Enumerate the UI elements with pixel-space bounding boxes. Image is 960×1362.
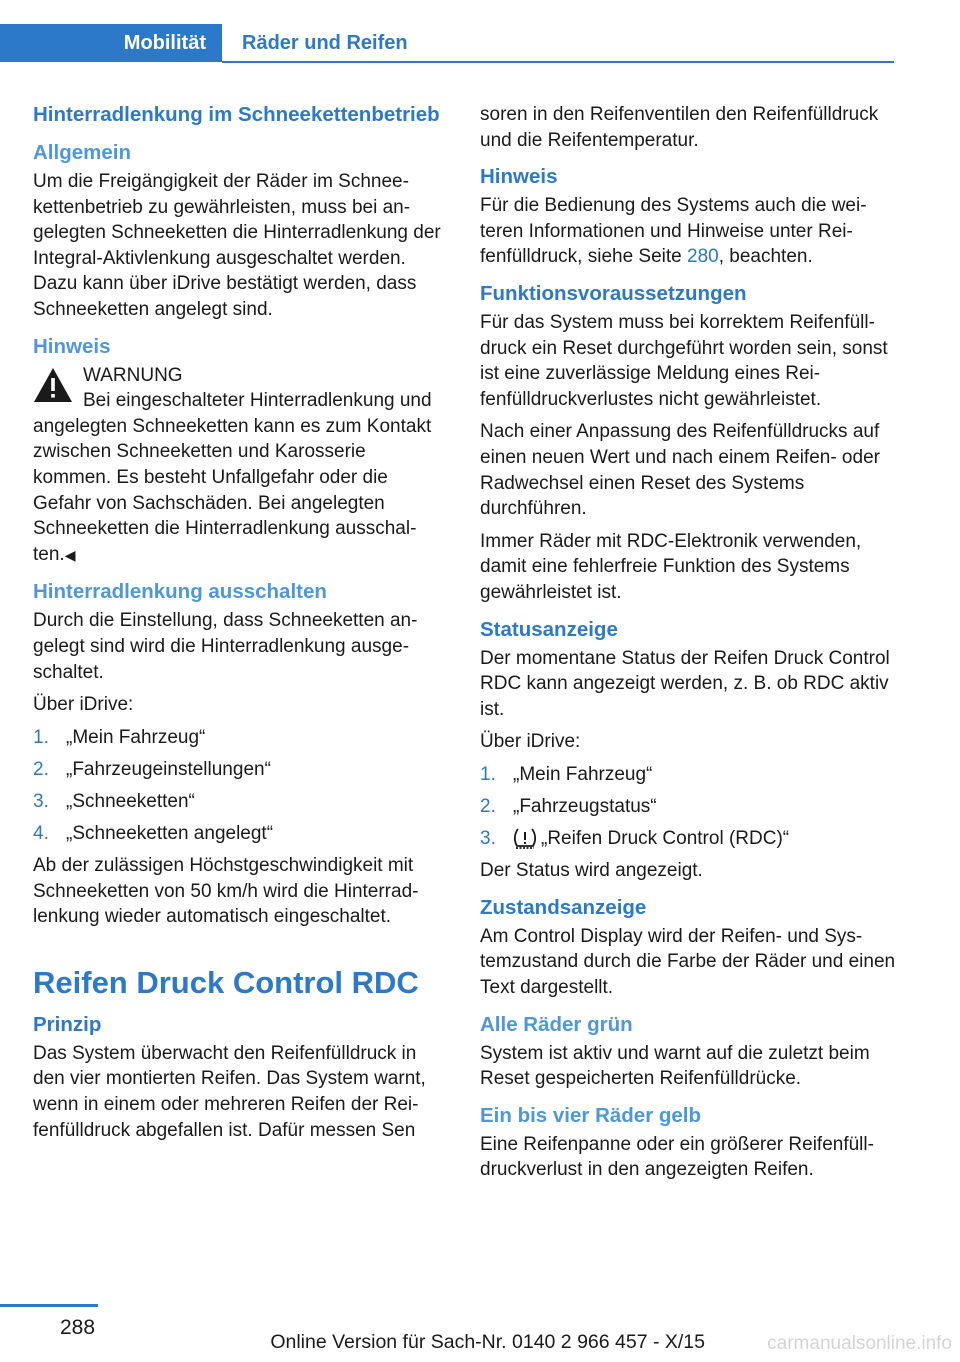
heading-statusanzeige: Statusanzeige [480, 617, 618, 641]
heading-ausschalten: Hinterradlenkung ausschalten [33, 580, 327, 604]
list-number: 2. [33, 758, 49, 780]
heading-alle-raeder-gruen: Alle Räder grün [480, 1012, 633, 1036]
page-header [0, 0, 960, 66]
online-version-text: Online Version für Sach-Nr. 0140 2 966 457 - X/15 [270, 1331, 705, 1353]
list-text: „Fahrzeugstatus“ [513, 795, 657, 817]
paragraph-zustand: Am Control Display wird der Reifen- und Systemzustand durch die Farbe der Räder und einen Text dargestellt. [480, 925, 896, 998]
hinweis-text-after: , beachten. [718, 246, 813, 268]
heading-hinweis-right: Hinweis [480, 165, 558, 189]
list-text: „Mein Fahrzeug“ [513, 763, 653, 785]
paragraph-status: Der momentane Status der Reifen Druck Control RDC kann angezeigt werden, z. B. ob RDC aktiv ist. [480, 647, 890, 720]
section-title-hinterradlenkung: Hinterradlenkung im Schneekettenbetrieb [33, 103, 440, 126]
paragraph-status-result: Der Status wird angezeigt. [480, 860, 703, 882]
list-item [33, 789, 443, 815]
paragraph-prinzip-continued: soren in den Reifenventilen den Reifenfülldruck und die Reifentemperatur. [480, 104, 879, 151]
warning-text-block [33, 388, 443, 568]
page-number: 288 [60, 1316, 96, 1339]
paragraph-gelb: Eine Reifenpanne oder ein größerer Reifenfülldruckverlust in den angezeigten Reifen. [480, 1133, 874, 1181]
paragraph-prinzip: Das System überwacht den Reifenfülldruck in den vier montierten Reifen. Das System warnt, wenn in einem oder mehreren Reifen der Reifenfülldruck abgefallen ist. Dafür messen Sen [33, 1042, 426, 1141]
list-item [480, 794, 896, 820]
paragraph-speed: Ab der zulässigen Höchstgeschwindigkeit mit Schneeketten von 50 km/h wird die Hinterradlenkung wieder automatisch eingeschaltet. [33, 855, 419, 928]
paragraph-hinweis-right [480, 193, 896, 270]
list-number: 1. [33, 726, 49, 748]
paragraph-ausschalten: Durch die Einstellung, dass Schneeketten angelegt sind wird die Hinterradlenkung ausgeschaltet. [33, 610, 418, 683]
list-text: „Schneeketten angelegt“ [66, 822, 274, 844]
paragraph-gruen: System ist aktiv und warnt auf die zuletzt beim Reset gespeicherten Reifenfülldrücke. [480, 1042, 870, 1090]
list-item [480, 762, 896, 788]
list-item [33, 725, 443, 751]
heading-zustandsanzeige: Zustandsanzeige [480, 895, 647, 919]
list-text: „Schneeketten“ [66, 790, 195, 812]
list-number: 2. [480, 795, 496, 817]
heading-hinweis-left: Hinweis [33, 334, 111, 358]
paragraph-funktion-1: Für das System muss bei korrektem Reifenfülldruck ein Reset durchgeführt worden sein, sonst ist eine zuverlässige Meldung eines Reifenfülldruckverlustes nicht gewährleistet. [480, 311, 888, 410]
warning-label: WARNUNG [83, 364, 183, 386]
paragraph-funktion-3: Immer Räder mit RDC-Elektronik verwenden, damit eine fehlerfreie Funktion des Systems gewährleistet ist. [480, 530, 862, 603]
list-text: „Fahrzeugeinstellungen“ [66, 758, 271, 780]
paragraph-funktion-2: Nach einer Anpassung des Reifenfülldrucks auf einen neuen Wert und nach einem Reifen- oder Radwechsel einen Reset des Systems durchführen. [480, 421, 880, 520]
heading-rdc: Reifen Druck Control RDC [33, 964, 419, 1000]
list-number: 3. [33, 790, 49, 812]
tire-pressure-icon [513, 827, 537, 849]
list-text: „Mein Fahrzeug“ [66, 726, 206, 748]
warning-block [33, 363, 443, 569]
page-link-280[interactable]: 280 [687, 246, 719, 268]
list-number: 4. [33, 822, 49, 844]
left-column [33, 102, 443, 1150]
heading-raeder-gelb: Ein bis vier Räder gelb [480, 1103, 702, 1127]
hinweis-text-before: Für die Bedienung des Systems auch die weiteren Informationen und Hinweise unter Reifenfülldruck, siehe Seite [480, 195, 867, 268]
list-text: „Reifen Druck Control (RDC)“ [541, 828, 790, 850]
footer-divider [0, 1304, 98, 1307]
list-item [480, 826, 896, 852]
watermark-text: carmanualsonline.info [767, 1333, 952, 1354]
warning-text: Bei eingeschalteter Hinterradlenkung und angelegten Schneeketten kann es zum Kontakt zwischen Schneeketten und Karosserie kommen. Es besteht Unfallgefahr oder die Gefahr von Sachschäden. Bei angelegten Schneeketten die Hinterradlenkung ausschalten. [33, 390, 432, 565]
paragraph-allgemein: Um die Freigängigkeit der Räder im Schneekettenbetrieb zu gewährleisten, muss bei angelegten Schneeketten die Hinterradlenkung der Integral-Aktivlenkung ausgeschaltet werden. Dazu kann über iDrive bestätigt werden, dass Schneeketten angelegt sind. [33, 171, 441, 320]
idrive-label-right: Über iDrive: [480, 731, 581, 753]
steps-list-left [33, 725, 443, 847]
header-divider [222, 61, 894, 63]
list-number: 1. [480, 763, 496, 785]
right-column [480, 102, 896, 1190]
list-item [33, 757, 443, 783]
heading-allgemein: Allgemein [33, 141, 131, 164]
tab-mobilitaet[interactable]: Mobilität [0, 24, 222, 62]
steps-list-right [480, 762, 896, 852]
list-item [33, 821, 443, 847]
list-number: 3. [480, 828, 496, 850]
heading-prinzip: Prinzip [33, 1012, 102, 1036]
warning-triangle-icon [33, 367, 73, 403]
end-mark-icon: ◀ [64, 546, 76, 563]
idrive-label-left: Über iDrive: [33, 694, 134, 716]
heading-funktionsvoraussetzungen: Funktionsvoraussetzungen [480, 281, 747, 305]
tab-raeder-und-reifen[interactable]: Räder und Reifen [242, 31, 408, 54]
